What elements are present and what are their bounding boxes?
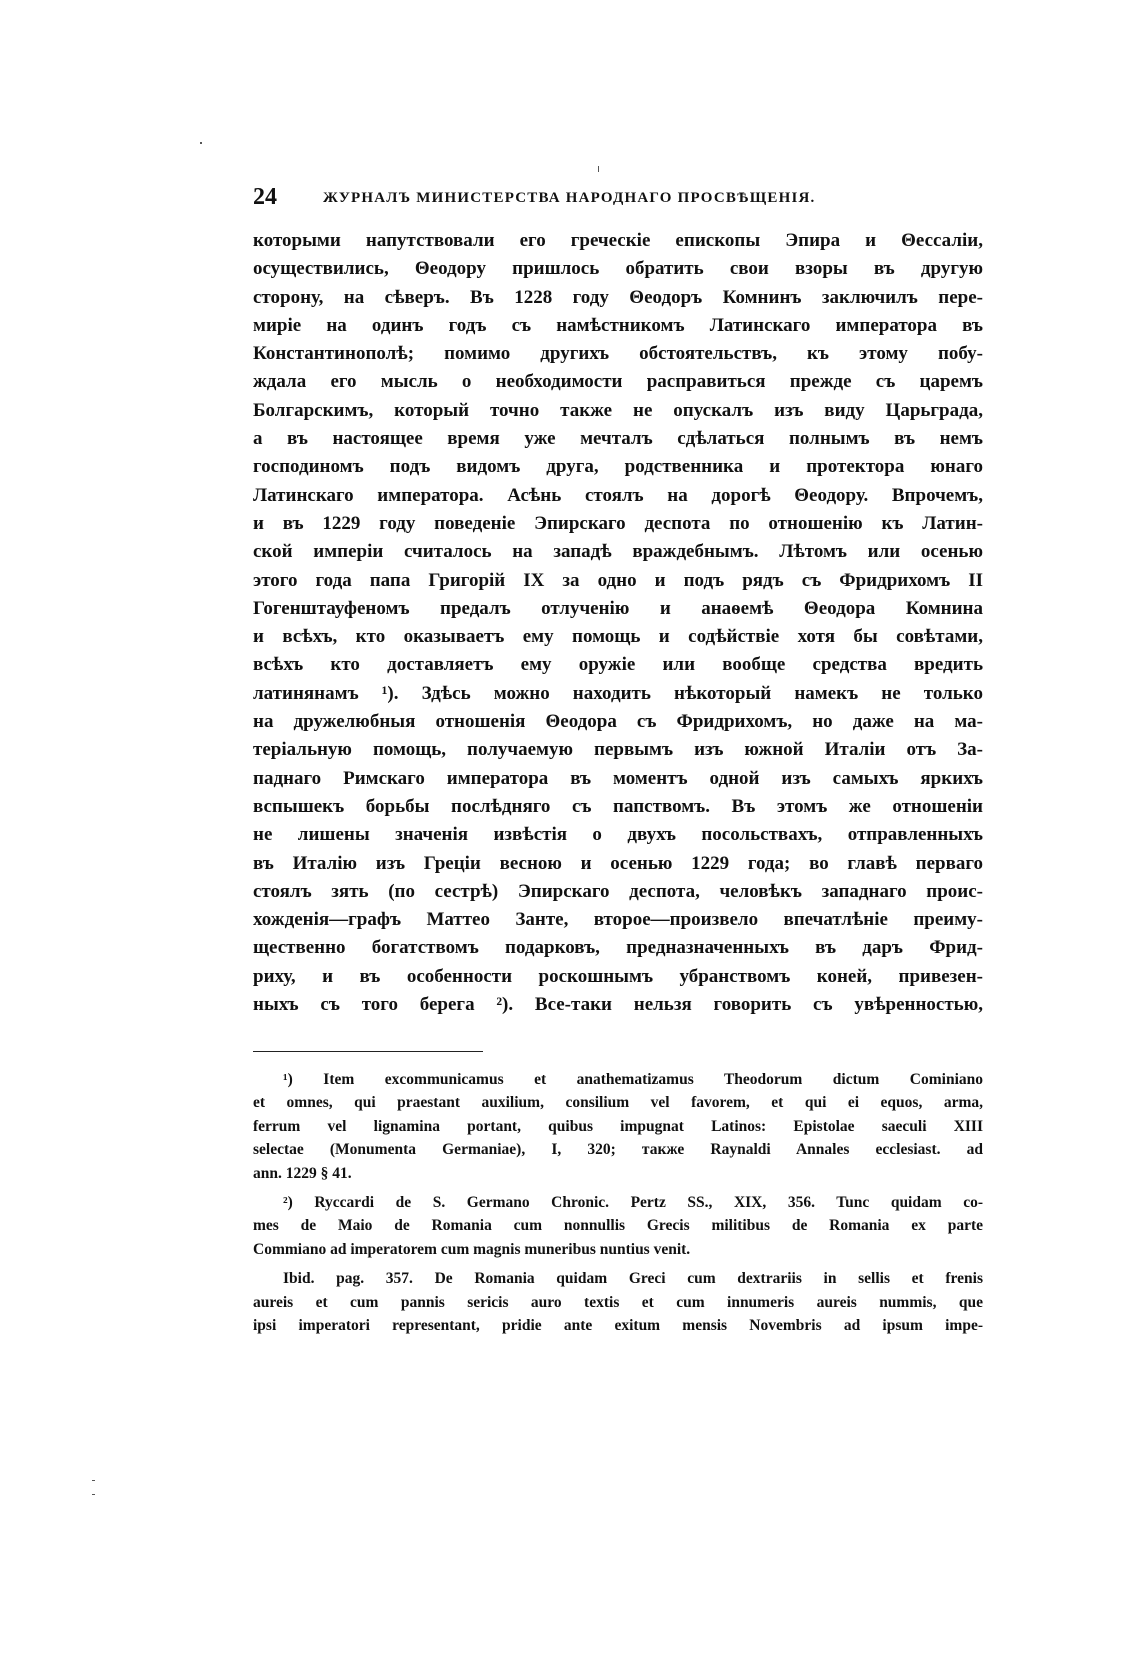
body-line: сторону, на сѣверъ. Въ 1228 году Θеодоръ Комнинъ заключилъ пере- (253, 286, 983, 308)
footnote-line: Ibid. pag. 357. De Romania quidam Greci cum dextrariis in sellis et frenis (283, 1270, 983, 1288)
footnote-line: ferrum vel lignamina portant, quibus impugnat Latinos: Epistolae saeculi XIII (253, 1117, 983, 1135)
footnote-line: et omnes, qui praestant auxilium, consilium vel favorem, et qui ei equos, arma, (253, 1094, 983, 1112)
body-line: вспышекъ борьбы послѣдняго съ папствомъ. Въ этомъ же отношеніи (253, 795, 983, 817)
footnote-line: Commiano ad imperatorem cum magnis muneribus nuntius venit. (253, 1240, 691, 1258)
footnote-line: ²) Ryccardi de S. Germano Chronic. Pertz SS., XIX, 356. Tunc quidam co- (283, 1193, 983, 1211)
footnote-line: mes de Maio de Romania cum nonnullis Grecis militibus de Romania ex parte (253, 1217, 983, 1235)
scan-mark (92, 1480, 95, 1481)
body-line: и въ 1229 году поведеніе Эпирскаго деспота по отношенію къ Латин- (253, 512, 983, 534)
footnote-line: ann. 1229 § 41. (253, 1164, 352, 1182)
body-line: всѣхъ кто доставляетъ ему оружіе или вообще средства вредить (253, 654, 983, 676)
body-line: паднаго Римскаго императора въ моментъ одной изъ самыхъ яркихъ (253, 767, 983, 789)
body-line: риху, и въ особенности роскошнымъ убранствомъ коней, привезен- (253, 965, 983, 987)
scan-mark (200, 142, 202, 144)
body-line: не лишены значенія извѣстія о двухъ посольствахъ, отправленныхъ (253, 824, 983, 846)
footnote-line: ¹) Item excommunicamus et anathematizamus Theodorum dictum Cominiano (283, 1071, 983, 1088)
footnote-line: ipsi imperatori representant, pridie ante exitum mensis Novembris ad ipsum impe- (253, 1316, 983, 1334)
body-line: стоялъ зять (по сестрѣ) Эпирскаго деспота, человѣкъ западнаго проис- (253, 880, 983, 902)
body-line: Латинскаго императора. Асѣнь стоялъ на дорогѣ Θеодору. Впрочемъ, (253, 484, 983, 506)
body-line: Гогенштауфеномъ предалъ отлученію и анаѳемѣ Θеодора Комнина (253, 597, 983, 619)
body-line: а въ настоящее время уже мечталъ сдѣлаться полнымъ въ немъ (253, 428, 983, 450)
body-line: теріальную помощь, получаемую первымъ изъ южной Италіи отъ За- (253, 739, 983, 761)
body-line: въ Италію изъ Греціи весною и осенью 1229 года; во главѣ перваго (253, 852, 983, 874)
body-line: щественно богатствомъ подарковъ, предназначенныхъ въ даръ Фрид- (253, 937, 983, 959)
footnote-line: aureis et cum pannis sericis auro textis et cum innumeris aureis nummis, que (253, 1293, 983, 1311)
body-line: латинянамъ ¹). Здѣсь можно находить нѣкоторый намекъ не только (253, 682, 983, 704)
body-line: которыми напутствовали его греческіе епископы Эпира и Θессаліи, (253, 230, 983, 251)
body-line: ныхъ съ того берега ²). Все-таки нельзя говорить съ увѣренностью, (253, 994, 983, 1016)
page-number: 24 (253, 184, 277, 210)
body-line: Болгарскимъ, который точно также не опускалъ изъ виду Царьграда, (253, 399, 983, 421)
footnotes (253, 1068, 983, 1337)
body-line: Константинополѣ; помимо другихъ обстоятельствъ, къ этому побу- (253, 343, 983, 365)
footnote-line: selectae (Monumenta Germaniae), I, 320; также Raynaldi Annales ecclesiast. ad (253, 1141, 983, 1159)
body-line: и всѣхъ, кто оказываетъ ему помощь и содѣйствіе хотя бы совѣтами, (253, 626, 983, 648)
body-line: господиномъ подъ видомъ друга, родственника и протектора юнаго (253, 456, 983, 478)
footnote-divider (253, 1051, 483, 1052)
body-line: хожденія—графъ Маттео Занте, второе—произвело впечатлѣніе преиму- (253, 909, 983, 931)
scan-mark (598, 166, 599, 172)
scan-mark (92, 1494, 95, 1495)
page-header (253, 182, 983, 212)
body-line: ской имперіи считалось на западѣ враждебнымъ. Лѣтомъ или осенью (253, 541, 983, 563)
body-line: на дружелюбныя отношенія Θеодора съ Фридрихомъ, но даже на ма- (253, 711, 983, 733)
body-line: этого года папа Григорій IX за одно и подъ рядъ съ Фридрихомъ II (253, 569, 983, 591)
body-text (253, 227, 983, 1019)
body-line: осуществились, Θеодору пришлось обратить свои взоры въ другую (253, 258, 983, 280)
body-line: ждала его мысль о необходимости расправиться прежде съ царемъ (253, 371, 983, 393)
running-title: ЖУРНАЛЪ МИНИСТЕРСТВА НАРОДНАГО ПРОСВѢЩЕНІЯ. (323, 190, 816, 206)
body-line: миріе на одинъ годъ съ намѣстникомъ Латинскаго императора въ (253, 314, 983, 336)
